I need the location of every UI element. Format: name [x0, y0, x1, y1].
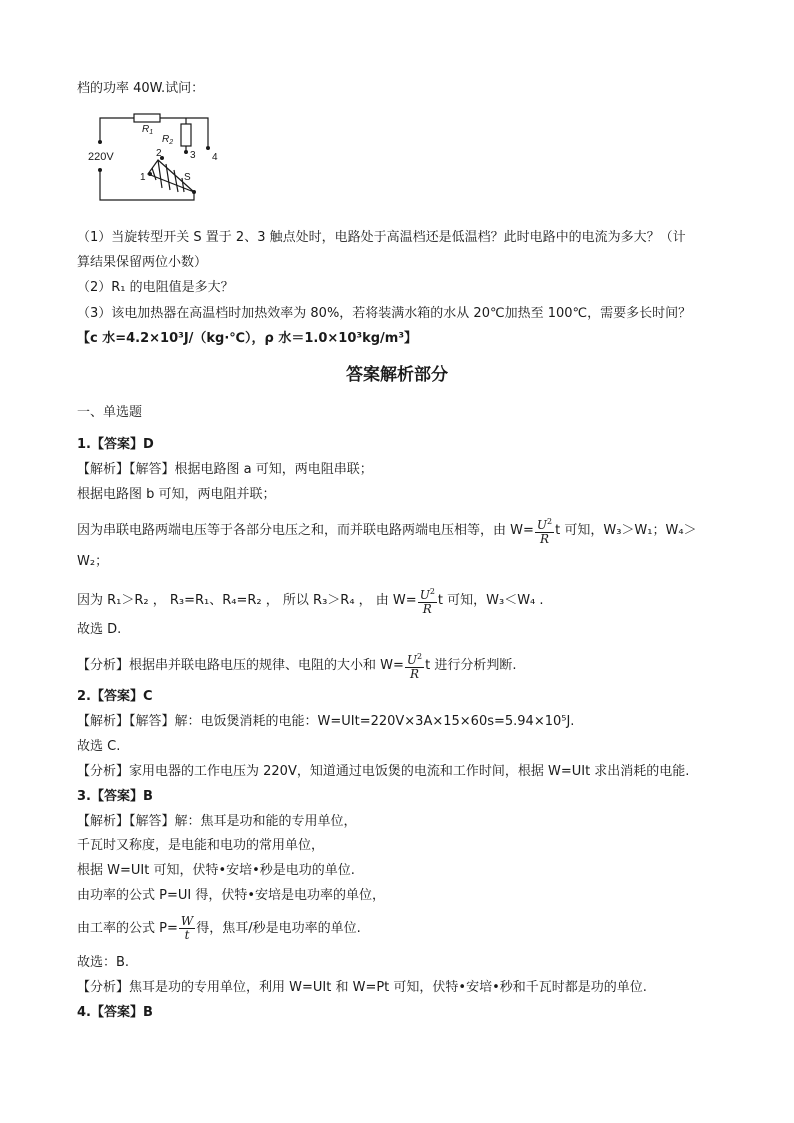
answer-2-line-2: 故选 C.: [77, 739, 121, 754]
formula-u2-over-r: $\frac{U^2}{R}$: [419, 587, 435, 616]
answer-1-line-1: 【解析】【解答】根据电路图 a 可知，两电阻串联；: [77, 462, 373, 477]
resistor-r1: [134, 114, 160, 122]
contact-4-label: 4: [212, 152, 218, 163]
answer-4-head: 4.【答案】B: [77, 1005, 153, 1020]
answer-1-line-4: W₂；: [77, 554, 109, 569]
formula-u2-over-r: $\frac{U^2}{R}$: [406, 652, 423, 681]
answer-1-line-2: 根据电路图 b 可知，两电阻并联；: [77, 487, 276, 502]
contact-3-label: 3: [190, 150, 196, 161]
wire-top-left: [100, 118, 134, 142]
section-heading: 一、单选题: [77, 405, 143, 420]
answer-2-head: 2.【答案】C: [77, 689, 153, 704]
formula-w-over-t: $\frac{W}{t}$: [180, 914, 194, 942]
question-3: （3）该电加热器在高温档时加热效率为 80%，若将装满水箱的水从 20℃加热至 100℃，需要多长时间？: [77, 306, 692, 321]
r2-label: $R_2$: [162, 134, 174, 146]
resistor-r2: [181, 124, 191, 146]
answer-3-line-3: 根据 W=UIt 可知，伏特•安培•秒是电功的单位.: [77, 863, 355, 878]
question-1b: 算结果保留两位小数）: [77, 255, 208, 270]
answer-1-line-5: 因为 R₁＞R₂ ， R₃=R₁、R₄=R₂ ， 所以 R₃＞R₄ ， 由 W= $\frac{U^2}{R}$ t 可知，W₃＜W₄ .: [77, 587, 544, 616]
r1-label: $R_1$: [142, 124, 154, 136]
voltage-label: 220V: [88, 151, 114, 163]
answer-3-line-4: 由功率的公式 P=UI 得，伏特•安培是电功率的单位，: [77, 888, 386, 903]
answer-2-line-1: 【解析】【解答】解：电饭煲消耗的电能：W=UIt=220V×3A×15×60s=5.94×10⁵J.: [77, 714, 575, 729]
contact-1: [148, 172, 152, 176]
contact-2-label: 2: [156, 148, 162, 159]
answer-1-line-6: 故选 D.: [77, 622, 122, 637]
contact-3: [184, 150, 188, 154]
answer-3-line-6: 故选：B.: [77, 955, 130, 970]
answer-3-line-1: 【解析】【解答】解：焦耳是功和能的专用单位，: [77, 814, 357, 829]
answer-1-line-3: 因为串联电路两端电压等于各部分电压之和，而并联电路两端电压相等，由 W= $\frac{U^2}{R}$ t 可知，W₃＞W₁；W₄＞: [77, 517, 697, 546]
answer-2-analysis: 【分析】家用电器的工作电压为 220V，知道通过电饭煲的电流和工作时间，根据 W=UIt 求出消耗的电能.: [77, 764, 690, 779]
formula-u2-over-r: $\frac{U^2}{R}$: [536, 517, 553, 546]
answer-3-analysis: 【分析】焦耳是功的专用单位，利用 W=UIt 和 W=Pt 可知，伏特•安培•秒和千瓦时都是功的单位.: [77, 980, 647, 995]
question-constants: 【c 水=4.2×10³J/（kg·℃），ρ 水＝1.0×10³kg/m³】: [77, 331, 418, 346]
answer-3-line-2: 千瓦时又称度，是电能和电功的常用单位，: [77, 838, 325, 853]
contact-1-label: 1: [140, 172, 146, 183]
answer-1-head: 1.【答案】D: [77, 437, 154, 452]
answer-3-line-5: 由工率的公式 P= $\frac{W}{t}$ 得，焦耳/秒是电功率的单位.: [77, 914, 361, 942]
intro-text: 档的功率 40W.试问：: [77, 81, 205, 96]
question-2: （2）R₁ 的电阻值是多大？: [77, 280, 234, 295]
answer-3-head: 3.【答案】B: [77, 789, 153, 804]
switch-label: S: [184, 172, 191, 183]
contact-4: [206, 146, 210, 150]
question-1a: （1）当旋转型开关 S 置于 2、3 触点处时，电路处于高温档还是低温档？此时电路中的电流为多大？（计: [77, 230, 686, 245]
circuit-diagram: [86, 108, 226, 208]
section-title: 答案解析部分: [346, 365, 448, 385]
answer-1-analysis: 【分析】根据串并联电路电压的规律、电阻的大小和 W= $\frac{U^2}{R}$ t 进行分析判断.: [77, 652, 517, 681]
